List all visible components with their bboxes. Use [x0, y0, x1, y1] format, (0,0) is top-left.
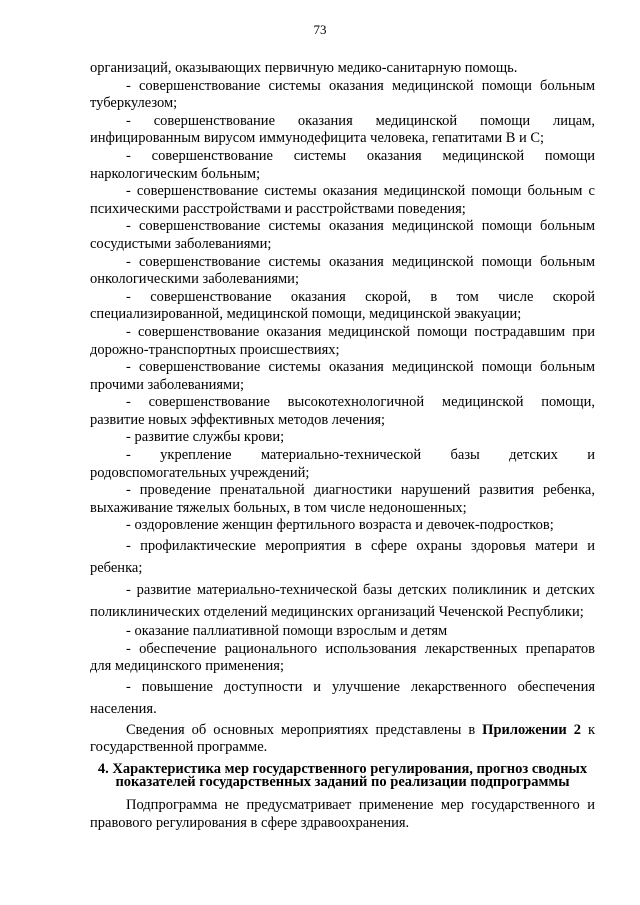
- list-item: - оздоровление женщин фертильного возраста и девочек-подростков;: [126, 517, 554, 534]
- continuation-line: организаций, оказывающих первичную медико-санитарную помощь.: [90, 60, 518, 76]
- list-item: - укрепление материально-технической базы детских и родовспомогательных учреждений;: [90, 447, 595, 481]
- list-item: - оказание паллиативной помощи взрослым и детям: [126, 623, 448, 640]
- list-item: - совершенствование оказания медицинской помощи лицам, инфицированным вирусом иммунодефицита человека, гепатитами В и С;: [90, 112, 595, 147]
- section-heading: 4. Характеристика мер государственного регулирования, прогноз сводных показателей государственных заданий по реализации подпрограммы: [97, 761, 588, 790]
- list-item: - совершенствование высокотехнологичной медицинской помощи, развитие новых эффективных методов лечения;: [90, 394, 595, 428]
- list-item: - совершенствование оказания скорой, в том числе скорой специализированной, медицинской помощи, медицинской эвакуации;: [90, 288, 595, 323]
- list-item: - проведение пренатальной диагностики нарушений развития ребенка, выхаживание тяжелых больных, в том числе недоношенных;: [90, 482, 595, 516]
- list-item: - совершенствование системы оказания медицинской помощи больным сосудистыми заболеваниями;: [90, 218, 595, 252]
- list-item: - развитие службы крови;: [126, 429, 285, 446]
- appendix-text-start: Сведения об основных мероприятиях представлены в: [126, 721, 483, 738]
- list-item: - совершенствование оказания медицинской помощи пострадавшим при дорожно-транспортных происшествиях;: [90, 323, 595, 358]
- page-number: 73: [313, 22, 327, 37]
- list-item: - совершенствование системы оказания медицинской помощи наркологическим больным;: [90, 147, 595, 182]
- appendix-reference: [90, 722, 595, 757]
- closing-paragraph: Подпрограмма не предусматривает применение мер государственного и правового регулирования в сфере здравоохранения.: [90, 797, 595, 831]
- list-item: - обеспечение рационального использования лекарственных препаратов для медицинского применения;: [90, 640, 595, 675]
- list-item: - развитие материально-технической базы детских поликлиник и детских поликлинических отделений медицинских организаций Чеченской Республики;: [90, 582, 595, 621]
- list-item: - совершенствование системы оказания медицинской помощи больным онкологическими заболеваниями;: [90, 253, 595, 288]
- list-item: - совершенствование системы оказания медицинской помощи больным прочими заболеваниями;: [90, 359, 595, 393]
- list-item: - совершенствование системы оказания медицинской помощи больным с психическими расстройствами и расстройствами поведения;: [90, 183, 595, 217]
- list-item: - совершенствование системы оказания медицинской помощи больным туберкулезом;: [90, 77, 595, 112]
- page-content: [90, 60, 595, 832]
- appendix-text-end: к государственной программе.: [90, 721, 596, 756]
- appendix-link-text: Приложении 2: [482, 721, 581, 738]
- list-item: - профилактические мероприятия в сфере охраны здоровья матери и ребенка;: [90, 538, 595, 577]
- list-item: - повышение доступности и улучшение лекарственного обеспечения населения.: [90, 678, 595, 717]
